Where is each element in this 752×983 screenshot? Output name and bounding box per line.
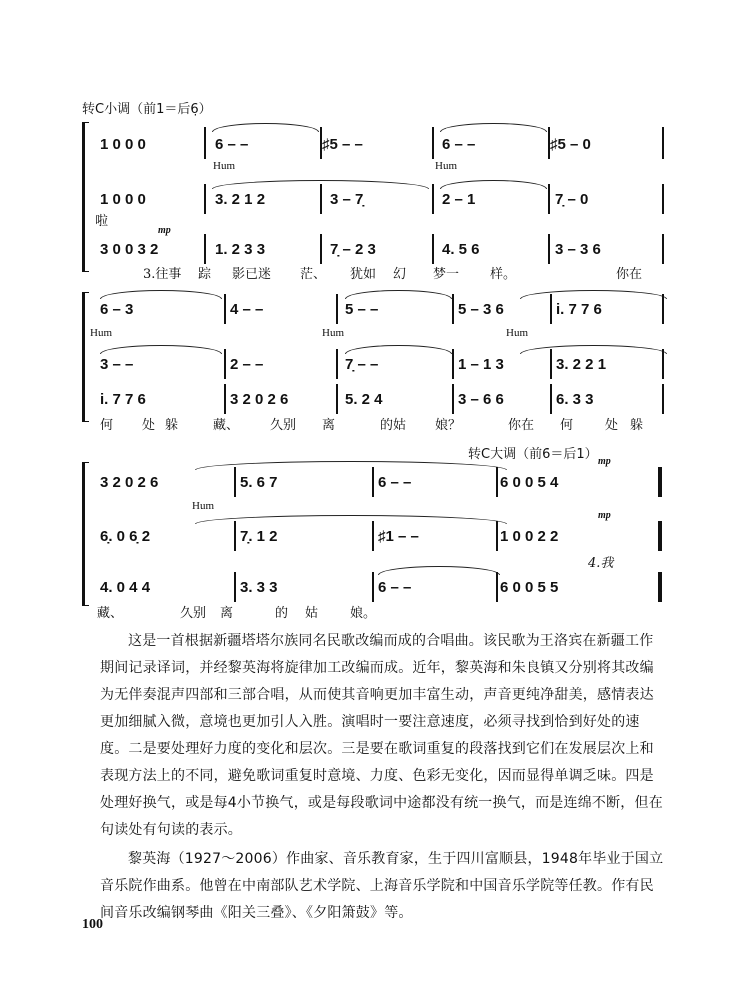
- measure: 6. 3 3: [556, 391, 594, 408]
- lyric: 啦: [95, 214, 109, 229]
- measure: 1 0 0 0: [100, 136, 146, 153]
- measure: 2 – –: [230, 356, 264, 373]
- tie: [345, 345, 452, 354]
- barline: [372, 521, 374, 551]
- tie: [440, 123, 547, 132]
- barline: [496, 467, 498, 497]
- lyric: 娘。: [350, 606, 377, 621]
- barline: [336, 294, 338, 324]
- repeat-end-barline: [658, 521, 662, 551]
- measure: ♯5 – –: [322, 136, 363, 153]
- measure: i. 7 7 6: [556, 301, 602, 318]
- lyric: 的: [275, 606, 289, 621]
- lyric: 犹如: [350, 267, 377, 282]
- lyric: 何: [560, 418, 574, 433]
- slur: [100, 290, 222, 299]
- slur: [195, 515, 507, 524]
- measure: 7̣ – 0: [555, 191, 589, 208]
- hum-label: Hum: [192, 500, 214, 512]
- staff-bass: [100, 240, 670, 262]
- lyric: 藏、: [213, 418, 240, 433]
- dynamic-mp: mp: [158, 225, 171, 236]
- tie: [345, 290, 452, 299]
- lyric: 躲: [165, 418, 179, 433]
- barline: [204, 234, 206, 264]
- measure: 1 0 0 2 2: [500, 528, 559, 545]
- barline: [662, 294, 664, 324]
- measure: 3 0 0 3 2: [100, 241, 159, 258]
- slur: [520, 345, 667, 354]
- lyric: 梦一: [433, 267, 460, 282]
- measure: 3. 3 3: [240, 579, 278, 596]
- staff-alto: [100, 190, 670, 212]
- hum-label: Hum: [213, 160, 235, 172]
- barline: [224, 349, 226, 379]
- measure: 5 – 3 6: [458, 301, 504, 318]
- barline: [662, 184, 664, 214]
- barline: [336, 384, 338, 414]
- system-bracket: [82, 292, 89, 422]
- measure: 2 – 1: [442, 191, 476, 208]
- tie: [212, 123, 319, 132]
- measure: 1 – 1 3: [458, 356, 504, 373]
- hum-label: Hum: [506, 327, 528, 339]
- measure: 5. 6 7: [240, 474, 278, 491]
- lyric: 藏、: [97, 606, 124, 621]
- measure: 3 2 0 2 6: [230, 391, 289, 408]
- barline: [662, 384, 664, 414]
- barline: [234, 467, 236, 497]
- measure: 4 – –: [230, 301, 264, 318]
- slur: [440, 180, 547, 189]
- barline: [372, 467, 374, 497]
- measure: 1 0 0 0: [100, 191, 146, 208]
- measure: ♯1 – –: [378, 528, 419, 545]
- barline: [224, 294, 226, 324]
- lyric: 处: [142, 418, 156, 433]
- barline: [662, 127, 664, 159]
- measure: 7̣ – 2 3: [330, 241, 376, 258]
- hum-label: Hum: [435, 160, 457, 172]
- lyric: 娘？: [435, 418, 462, 433]
- measure: 3 – 3 6: [555, 241, 601, 258]
- barline: [496, 521, 498, 551]
- barline: [204, 184, 206, 214]
- lyric: 你在: [616, 267, 643, 282]
- description-paragraph: 这是一首根据新疆塔塔尔族同名民歌改编而成的合唱曲。该民歌为王洛宾在新疆工作期间记录译词，并经黎英海将旋律加工改编而成。近年，黎英海和朱良镇又分别将其改编为无伴奏混声四部和三部合唱，从而使其音响更加丰富生动，声音更纯净甜美，感情表达更加细腻入微，意境也更加引人入胜。演唱时一要注意速度，必须寻找到恰到好处的速度。二是要处理好力度的变化和层次。三是要在歌词重复的段落找到它们在发展层次上和表现方法上的不同，避免歌词重复时意境、力度、色彩无变化，因而显得单调乏味。四是处理好换气，或是每4小节换气，或是每段歌词中途都没有统一换气，而是连绵不断，但在句读处有句读的表示。: [100, 633, 663, 838]
- slur: [520, 290, 667, 299]
- measure: 4. 5 6: [442, 241, 480, 258]
- barline: [204, 127, 206, 159]
- dynamic-mp: mp: [598, 510, 611, 521]
- lyric: 的姑: [380, 418, 407, 433]
- key-change-c-major: 转C大调（前6̇＝后1）: [468, 447, 598, 462]
- measure: 6 – –: [378, 474, 412, 491]
- key-change-c-minor: 转C小调（前1＝后6̣）: [82, 102, 212, 117]
- staff-soprano: [100, 135, 670, 157]
- measure: 6 – –: [442, 136, 476, 153]
- hum-label: Hum: [322, 327, 344, 339]
- measure: 3 – 6 6: [458, 391, 504, 408]
- measure: i. 7 7 6: [100, 391, 146, 408]
- lyric: 离: [322, 418, 336, 433]
- staff-soprano: [100, 473, 670, 495]
- measure: 6 – 3: [100, 301, 134, 318]
- barline: [336, 349, 338, 379]
- barline: [234, 572, 236, 602]
- barline: [548, 184, 550, 214]
- barline: [662, 349, 664, 379]
- measure: 3 – –: [100, 356, 134, 373]
- barline: [496, 572, 498, 602]
- measure: 3. 2 2 1: [556, 356, 607, 373]
- slur: [195, 461, 507, 470]
- barline: [452, 294, 454, 324]
- measure: 7̣ – –: [345, 356, 379, 373]
- dynamic-mp: mp: [598, 456, 611, 467]
- barline: [550, 294, 552, 324]
- staff-bass: [100, 578, 670, 600]
- lyric: 躲: [630, 418, 644, 433]
- staff-soprano: [100, 300, 670, 322]
- repeat-end-barline: [658, 467, 662, 497]
- barline: [320, 234, 322, 264]
- lyric: 幻: [393, 267, 407, 282]
- composer-bio-paragraph: 黎英海（1927～2006）作曲家、音乐教育家，生于四川富顺县，1948年毕业于国立音乐院作曲系。他曾在中南部队艺术学院、上海音乐学院和中国音乐学院等任教。作有民间音乐改编钢琴曲《阳关三叠》、《夕阳箫鼓》等。: [100, 851, 664, 921]
- barline: [432, 127, 434, 159]
- repeat-end-barline: [658, 572, 662, 602]
- measure: 1. 2 3 3: [215, 241, 266, 258]
- system-bracket: [82, 462, 89, 606]
- barline: [320, 184, 322, 214]
- barline: [234, 521, 236, 551]
- staff-bass: [100, 390, 670, 412]
- measure: 3 2 0 2 6: [100, 474, 159, 491]
- lyric: 3.往事: [143, 267, 182, 282]
- system-bracket: [82, 122, 89, 272]
- measure: ♯5 – 0: [550, 136, 591, 153]
- lyric: 何: [100, 418, 114, 433]
- measure: 5. 2 4: [345, 391, 383, 408]
- lyric: 久别: [180, 606, 207, 621]
- measure: 6 0 0 5 5: [500, 579, 559, 596]
- staff-alto: [100, 355, 670, 377]
- measure: 3 – 7̣: [330, 191, 364, 208]
- staff-alto: [100, 527, 670, 549]
- measure: 7̣. 1 2: [240, 528, 278, 545]
- measure: 6 – –: [378, 579, 412, 596]
- lyric: 处: [605, 418, 619, 433]
- hum-label: Hum: [90, 327, 112, 339]
- lyric: 茫、: [300, 267, 327, 282]
- tie: [378, 566, 500, 575]
- measure: 5 – –: [345, 301, 379, 318]
- barline: [550, 384, 552, 414]
- barline: [372, 572, 374, 602]
- lyric: 影已迷: [232, 267, 272, 282]
- barline: [224, 384, 226, 414]
- measure: 3. 2 1 2: [215, 191, 266, 208]
- lyric: 你在: [508, 418, 535, 433]
- lyric: 踪: [198, 267, 212, 282]
- lyric: 离: [220, 606, 234, 621]
- page-number: 100: [82, 917, 103, 932]
- barline: [432, 184, 434, 214]
- slur: [100, 345, 222, 354]
- barline: [432, 234, 434, 264]
- lyric: 姑: [305, 606, 319, 621]
- barline: [452, 349, 454, 379]
- barline: [548, 234, 550, 264]
- barline: [550, 349, 552, 379]
- barline: [452, 384, 454, 414]
- measure: 4. 0 4 4: [100, 579, 151, 596]
- barline: [662, 234, 664, 264]
- measure: 6 0 0 5 4: [500, 474, 559, 491]
- lyric: 样。: [490, 267, 517, 282]
- measure: 6 – –: [215, 136, 249, 153]
- lyric: 久别: [270, 418, 297, 433]
- lyric: 4.我: [588, 556, 614, 571]
- measure: 6̣. 0 6̣ 2: [100, 528, 151, 545]
